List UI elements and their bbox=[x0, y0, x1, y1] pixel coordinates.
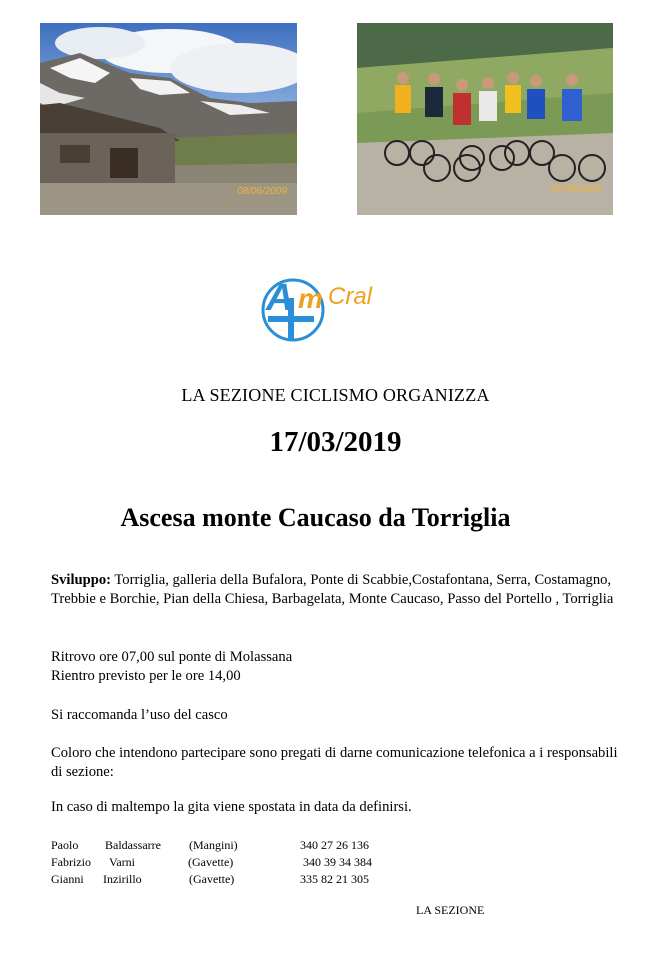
contact-first-name: Gianni bbox=[51, 872, 84, 886]
sviluppo-paragraph bbox=[51, 571, 626, 609]
sviluppo-label: Sviluppo: bbox=[51, 572, 112, 588]
contact-row bbox=[51, 837, 431, 854]
amcral-logo bbox=[258, 268, 388, 348]
contacts-list bbox=[51, 837, 431, 888]
logo-letter-a: A bbox=[266, 277, 294, 319]
contact-group: (Gavette) bbox=[189, 872, 235, 886]
organizer-heading: LA SEZIONE CICLISMO ORGANIZZA bbox=[181, 385, 490, 405]
contact-first-name: Fabrizio bbox=[51, 855, 91, 869]
contact-phone: 340 39 34 384 bbox=[303, 855, 372, 869]
contact-last-name: Varni bbox=[109, 855, 135, 869]
schedule-paragraph bbox=[51, 648, 626, 686]
logo-letter-m: m bbox=[298, 283, 323, 314]
contact-first-name: Paolo bbox=[51, 838, 79, 852]
rientro-line: Rientro previsto per le ore 14,00 bbox=[51, 668, 241, 684]
contact-group: (Gavette) bbox=[188, 855, 234, 869]
helmet-note: Si raccomanda l’uso del casco bbox=[51, 707, 228, 723]
photo-date-stamp: 07/06/2009 bbox=[550, 184, 601, 195]
cyclists-photo bbox=[357, 23, 613, 215]
photo-date-stamp: 08/06/2009 bbox=[236, 186, 287, 197]
logo-letters-cral: Cral bbox=[328, 283, 373, 310]
ritrovo-line: Ritrovo ore 07,00 sul ponte di Molassana bbox=[51, 649, 293, 665]
event-title: Ascesa monte Caucaso da Torriglia bbox=[120, 503, 511, 532]
contact-last-name: Baldassarre bbox=[105, 838, 161, 852]
contact-phone: 340 27 26 136 bbox=[300, 838, 369, 852]
event-date: 17/03/2019 bbox=[269, 426, 402, 458]
contact-row bbox=[51, 871, 431, 888]
sviluppo-text: Torriglia, galleria della Bufalora, Ponte di Scabbie,Costafontana, Serra, Costamagno, Trebbie e Borchie, Pian della Chiesa, Barbagelata, Monte Caucaso, Passo del Portello , Torriglia bbox=[51, 572, 614, 607]
contact-last-name: Inzirillo bbox=[103, 872, 142, 886]
contact-row bbox=[51, 854, 431, 871]
weather-note: In caso di maltempo la gita viene spostata in data da definirsi. bbox=[51, 799, 412, 815]
signature: LA SEZIONE bbox=[416, 903, 485, 917]
contact-group: (Mangini) bbox=[189, 838, 238, 852]
contact-phone: 335 82 21 305 bbox=[300, 872, 369, 886]
mountain-hut-photo bbox=[40, 23, 297, 215]
participation-note: Coloro che intendono partecipare sono pregati di darne comunicazione telefonica a i responsabili di sezione: bbox=[51, 745, 618, 780]
